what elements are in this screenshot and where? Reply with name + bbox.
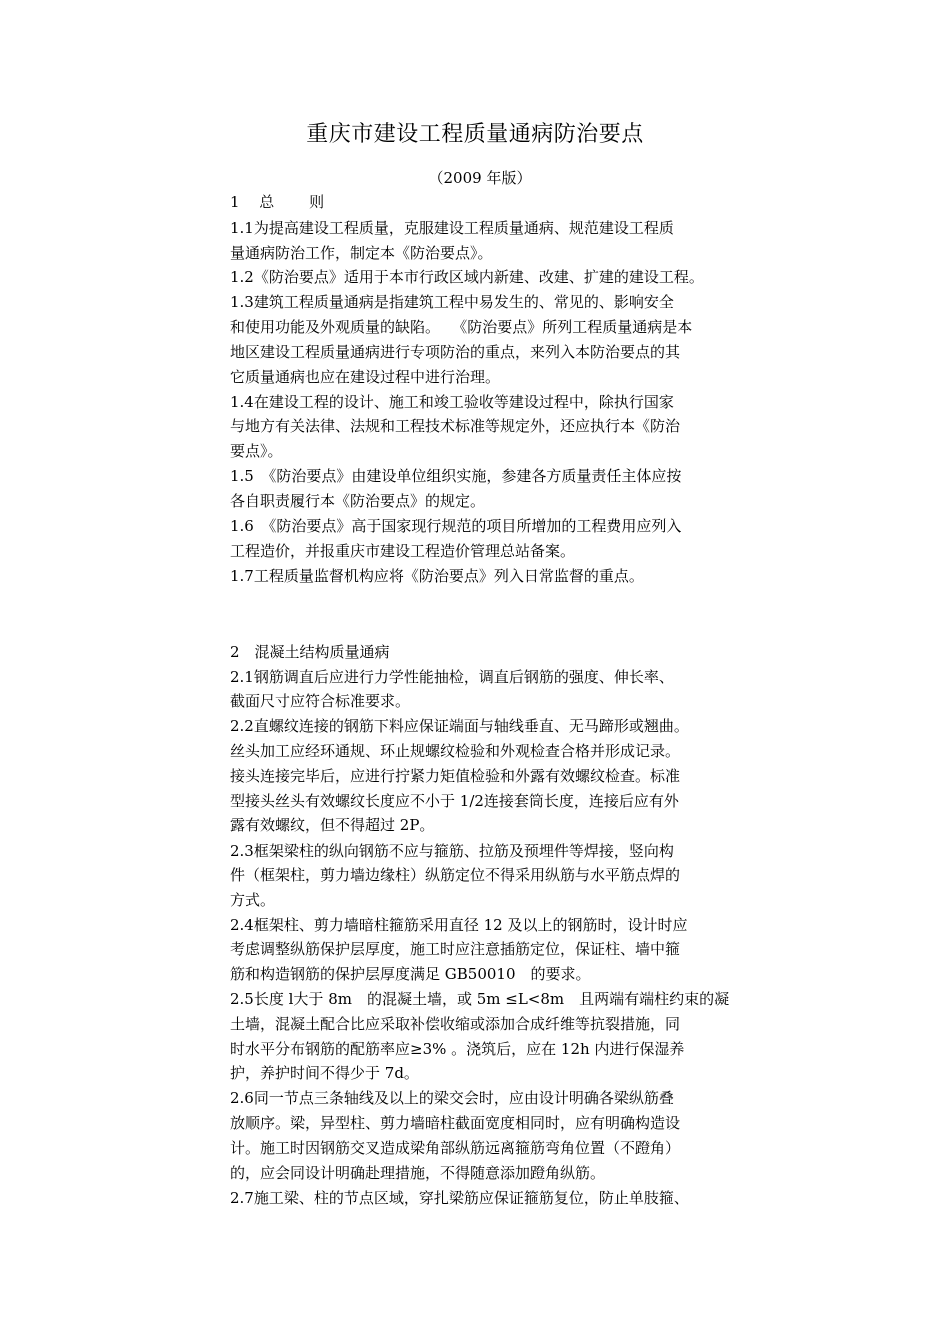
section-heading-general: 1 总 则 — [230, 193, 325, 211]
text-line: 护，养护时间不得少于 7d。 — [230, 1064, 419, 1082]
section-heading-concrete: 2 混凝土结构质量通病 — [230, 643, 390, 661]
text-line: 它质量通病也应在建设过程中进行治理。 — [230, 368, 501, 386]
text-line: 与地方有关法律、法规和工程技术标准等规定外，还应执行本《防治 — [230, 417, 681, 435]
text-line: 接头连接完毕后，应进行拧紧力矩值检验和外露有效螺纹检查。标准 — [230, 767, 681, 785]
text-line: 各自职责履行本《防治要点》的规定。 — [230, 492, 486, 510]
text-line: 要点》。 — [230, 442, 283, 460]
text-line: 1.5 《防治要点》由建设单位组织实施，参建各方质量责任主体应按 — [230, 467, 682, 485]
text-line: 型接头丝头有效螺纹长度应不小于 1/2连接套筒长度，连接后应有外 — [230, 792, 679, 810]
text-line: 筋和构造钢筋的保护层厚度满足 GB50010 的要求。 — [230, 965, 591, 983]
text-line: 2.6同一节点三条轴线及以上的梁交会时，应由设计明确各梁纵筋叠 — [230, 1089, 674, 1107]
text-line: 1.3建筑工程质量通病是指建筑工程中易发生的、常见的、影响安全 — [230, 293, 674, 311]
text-line: 放顺序。梁，异型柱、剪力墙暗柱截面宽度相同时，应有明确构造设 — [230, 1114, 681, 1132]
text-line: 方式。 — [230, 891, 276, 909]
text-line: 地区建设工程质量通病进行专项防治的重点，来列入本防治要点的其 — [230, 343, 681, 361]
text-line: 2.2直螺纹连接的钢筋下料应保证端面与轴线垂直、无马蹄形或翘曲。 — [230, 717, 689, 735]
text-line: 工程造价，并报重庆市建设工程造价管理总站备案。 — [230, 542, 576, 560]
text-line: 2.5长度 l大于 8m 的混凝土墙，或 5m ≤L<8m 且两端有端柱约束的凝 — [230, 990, 730, 1008]
document-title: 重庆市建设工程质量通病防治要点 — [306, 122, 644, 147]
text-line: 考虑调整纵筋保护层厚度，施工时应注意插筋定位，保证柱、墙中箍 — [230, 940, 681, 958]
document-edition: （2009 年版） — [428, 169, 532, 187]
text-line: 的，应会同设计明确赴理措施，不得随意添加蹬角纵筋。 — [230, 1164, 606, 1182]
text-line: 件（框架柱，剪力墙边缘柱）纵筋定位不得采用纵筋与水平筋点焊的 — [230, 866, 681, 884]
text-line: 1.7工程质量监督机构应将《防治要点》列入日常监督的重点。 — [230, 567, 644, 585]
text-line: 截面尺寸应符合标准要求。 — [230, 692, 411, 710]
text-line: 1.6 《防治要点》高于国家现行规范的项目所增加的工程费用应列入 — [230, 517, 682, 535]
text-line: 露有效螺纹，但不得超过 2P。 — [230, 816, 435, 834]
text-line: 土墙，混凝土配合比应采取补偿收缩或添加合成纤维等抗裂措施，同 — [230, 1015, 681, 1033]
text-line: 和使用功能及外观质量的缺陷。 《防治要点》所列工程质量通病是本 — [230, 318, 693, 336]
text-line: 2.3框架梁柱的纵向钢筋不应与箍筋、拉筋及预埋件等焊接，竖向构 — [230, 842, 674, 860]
text-line: 计。施工时因钢筋交叉造成梁角部纵筋远离箍筋弯角位置（不蹬角） — [230, 1139, 681, 1157]
text-line: 2.4框架柱、剪力墙暗柱箍筋采用直径 12 及以上的钢筋时，设计时应 — [230, 916, 688, 934]
text-line: 量通病防治工作，制定本《防治要点》。 — [230, 244, 493, 262]
text-line: 2.7施工梁、柱的节点区域，穿扎梁筋应保证箍筋复位，防止单肢箍、 — [230, 1189, 689, 1207]
text-line: 时水平分布钢筋的配筋率应≥3% 。浇筑后，应在 12h 内进行保湿养 — [230, 1040, 685, 1058]
text-line: 1.1为提高建设工程质量，克服建设工程质量通病、规范建设工程质 — [230, 219, 674, 237]
text-line: 1.4在建设工程的设计、施工和竣工验收等建设过程中，除执行国家 — [230, 393, 674, 411]
text-line: 丝头加工应经环通规、环止规螺纹检验和外观检查合格并形成记录。 — [230, 742, 681, 760]
text-line: 2.1钢筋调直后应进行力学性能抽检，调直后钢筋的强度、伸长率、 — [230, 668, 674, 686]
text-line: 1.2《防治要点》适用于本市行政区域内新建、改建、扩建的建设工程。 — [230, 268, 704, 286]
